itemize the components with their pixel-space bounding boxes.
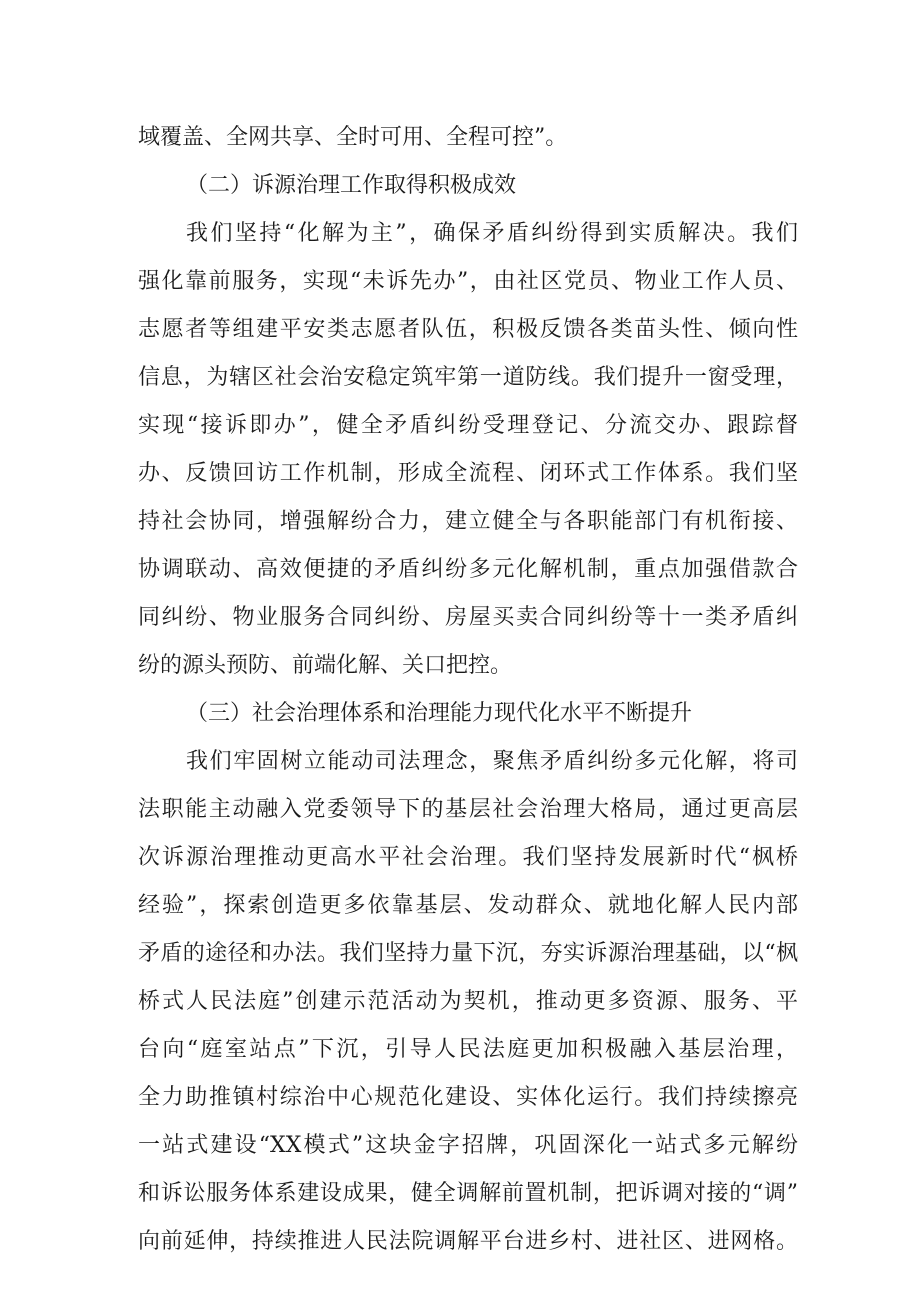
paragraph-line: 全力助推镇村综治中心规范化建设、实体化运行。我们持续擦亮 [138, 1085, 798, 1110]
paragraph-line: 域覆盖、全网共享、全时可用、全程可控”。 [138, 125, 568, 150]
paragraph-line: 实现“接诉即办”，健全矛盾纠纷受理登记、分流交办、跟踪督 [138, 413, 798, 438]
paragraph-line: 和诉讼服务体系建设成果，健全调解前置机制，把诉调对接的“调” [138, 1181, 798, 1206]
paragraph-line: 桥式人民法庭”创建示范活动为契机，推动更多资源、服务、平 [138, 989, 798, 1014]
paragraph-line: 向前延伸，持续推进人民法院调解平台进乡村、进社区、进网格。 [138, 1229, 798, 1254]
paragraph-line: 志愿者等组建平安类志愿者队伍，积极反馈各类苗头性、倾向性 [138, 317, 798, 342]
paragraph-line: 次诉源治理推动更高水平社会治理。我们坚持发展新时代“枫桥 [138, 845, 798, 870]
paragraph-line: 纷的源头预防、前端化解、关口把控。 [138, 653, 513, 678]
paragraph-line: 协调联动、高效便捷的矛盾纠纷多元化解机制，重点加强借款合 [138, 557, 798, 582]
section-heading-2: （二）诉源治理工作取得积极成效 [186, 173, 517, 198]
paragraph-line: 持社会协同，增强解纷合力，建立健全与各职能部门有机衔接、 [138, 509, 798, 534]
paragraph-line: 一站式建设“XX模式”这块金字招牌，巩固深化一站式多元解纷 [138, 1133, 798, 1158]
paragraph-line: 强化靠前服务，实现“未诉先办”，由社区党员、物业工作人员、 [138, 269, 798, 294]
paragraph-line: 我们牢固树立能动司法理念，聚焦矛盾纠纷多元化解，将司 [186, 749, 798, 774]
paragraph-line: 台向“庭室站点”下沉，引导人民法庭更加积极融入基层治理， [138, 1037, 798, 1062]
paragraph-line: 同纠纷、物业服务合同纠纷、房屋买卖合同纠纷等十一类矛盾纠 [138, 605, 798, 630]
paragraph-line: 矛盾的途径和办法。我们坚持力量下沉，夯实诉源治理基础，以“枫 [138, 941, 798, 966]
paragraph-line: 信息，为辖区社会治安稳定筑牢第一道防线。我们提升一窗受理， [138, 365, 798, 390]
paragraph-line: 我们坚持“化解为主”，确保矛盾纠纷得到实质解决。我们 [186, 221, 798, 246]
paragraph-line: 经验”，探索创造更多依靠基层、发动群众、就地化解人民内部 [138, 893, 798, 918]
paragraph-line: 法职能主动融入党委领导下的基层社会治理大格局，通过更高层 [138, 797, 798, 822]
paragraph-line: 办、反馈回访工作机制，形成全流程、闭环式工作体系。我们坚 [138, 461, 798, 486]
section-heading-3: （三）社会治理体系和治理能力现代化水平不断提升 [186, 701, 693, 726]
